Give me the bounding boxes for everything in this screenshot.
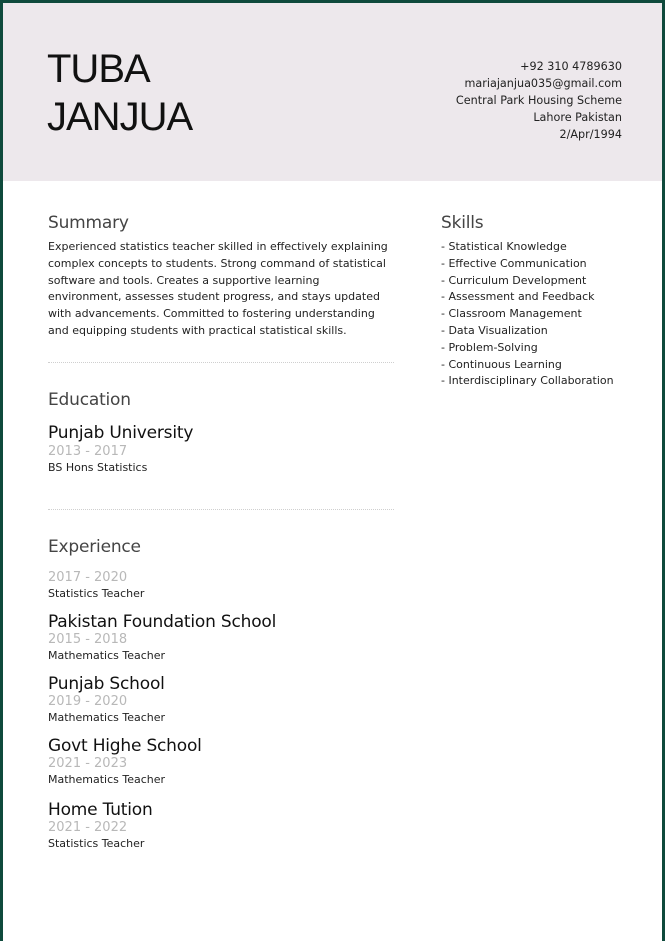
experience-role: Statistics Teacher xyxy=(48,587,145,600)
experience-employer: Punjab School xyxy=(48,674,165,694)
summary-heading: Summary xyxy=(48,213,129,233)
date-of-birth: 2/Apr/1994 xyxy=(559,128,622,141)
last-name: JANJUA xyxy=(47,95,193,139)
section-divider xyxy=(48,362,394,363)
experience-years: 2015 - 2018 xyxy=(48,632,128,647)
education-section xyxy=(48,390,393,474)
summary-text: Experienced statistics teacher skilled in effectively explaining complex concepts to students. Strong command of statistical software and tools. Creates a supportive learning environment, assesses student progress, and stays updated with advancements. Committed to fostering understanding and equipping students with practical statistical skills. xyxy=(48,240,388,337)
skills-heading: Skills xyxy=(441,213,484,233)
skill-item: - Curriculum Development xyxy=(441,273,587,287)
skill-item: - Data Visualization xyxy=(441,323,548,337)
phone-number: +92 310 4789630 xyxy=(520,60,622,73)
city-country: Lahore Pakistan xyxy=(533,111,622,124)
skill-item: - Problem-Solving xyxy=(441,340,538,354)
experience-employer: Govt Highe School xyxy=(48,736,202,756)
experience-entry xyxy=(48,570,393,600)
skills-section xyxy=(441,213,641,390)
skill-item: - Classroom Management xyxy=(441,307,582,321)
summary-section xyxy=(48,213,393,340)
experience-employer: Home Tution xyxy=(48,800,153,820)
experience-role: Mathematics Teacher xyxy=(48,711,166,724)
experience-entry xyxy=(48,800,393,850)
email-address: mariajanjua035@gmail.com xyxy=(464,77,622,90)
experience-years: 2019 - 2020 xyxy=(48,694,128,709)
experience-years: 2021 - 2022 xyxy=(48,820,128,835)
experience-entry xyxy=(48,674,393,724)
contact-block xyxy=(456,58,622,143)
experience-role: Statistics Teacher xyxy=(48,837,145,850)
education-degree: BS Hons Statistics xyxy=(48,461,148,474)
skill-item: - Effective Communication xyxy=(441,256,587,270)
experience-years: 2017 - 2020 xyxy=(48,570,128,585)
experience-employer: Pakistan Foundation School xyxy=(48,612,277,632)
skill-item: - Interdisciplinary Collaboration xyxy=(441,374,614,388)
experience-role: Mathematics Teacher xyxy=(48,773,166,786)
education-entry xyxy=(48,423,393,474)
education-heading: Education xyxy=(48,390,131,410)
section-divider xyxy=(48,509,394,510)
experience-role: Mathematics Teacher xyxy=(48,649,166,662)
experience-section xyxy=(48,537,393,850)
education-institution: Punjab University xyxy=(48,423,194,443)
education-years: 2013 - 2017 xyxy=(48,444,128,459)
experience-entry xyxy=(48,736,393,786)
address-line: Central Park Housing Scheme xyxy=(455,94,622,107)
resume-header xyxy=(3,3,662,181)
experience-heading: Experience xyxy=(48,537,141,557)
experience-years: 2021 - 2023 xyxy=(48,756,128,771)
skills-list xyxy=(441,239,641,390)
candidate-name xyxy=(47,45,192,141)
experience-entry xyxy=(48,612,393,662)
skill-item: - Assessment and Feedback xyxy=(441,290,595,304)
skill-item: - Statistical Knowledge xyxy=(441,240,567,253)
first-name: TUBA xyxy=(47,47,150,91)
skill-item: - Continuous Learning xyxy=(441,357,562,371)
